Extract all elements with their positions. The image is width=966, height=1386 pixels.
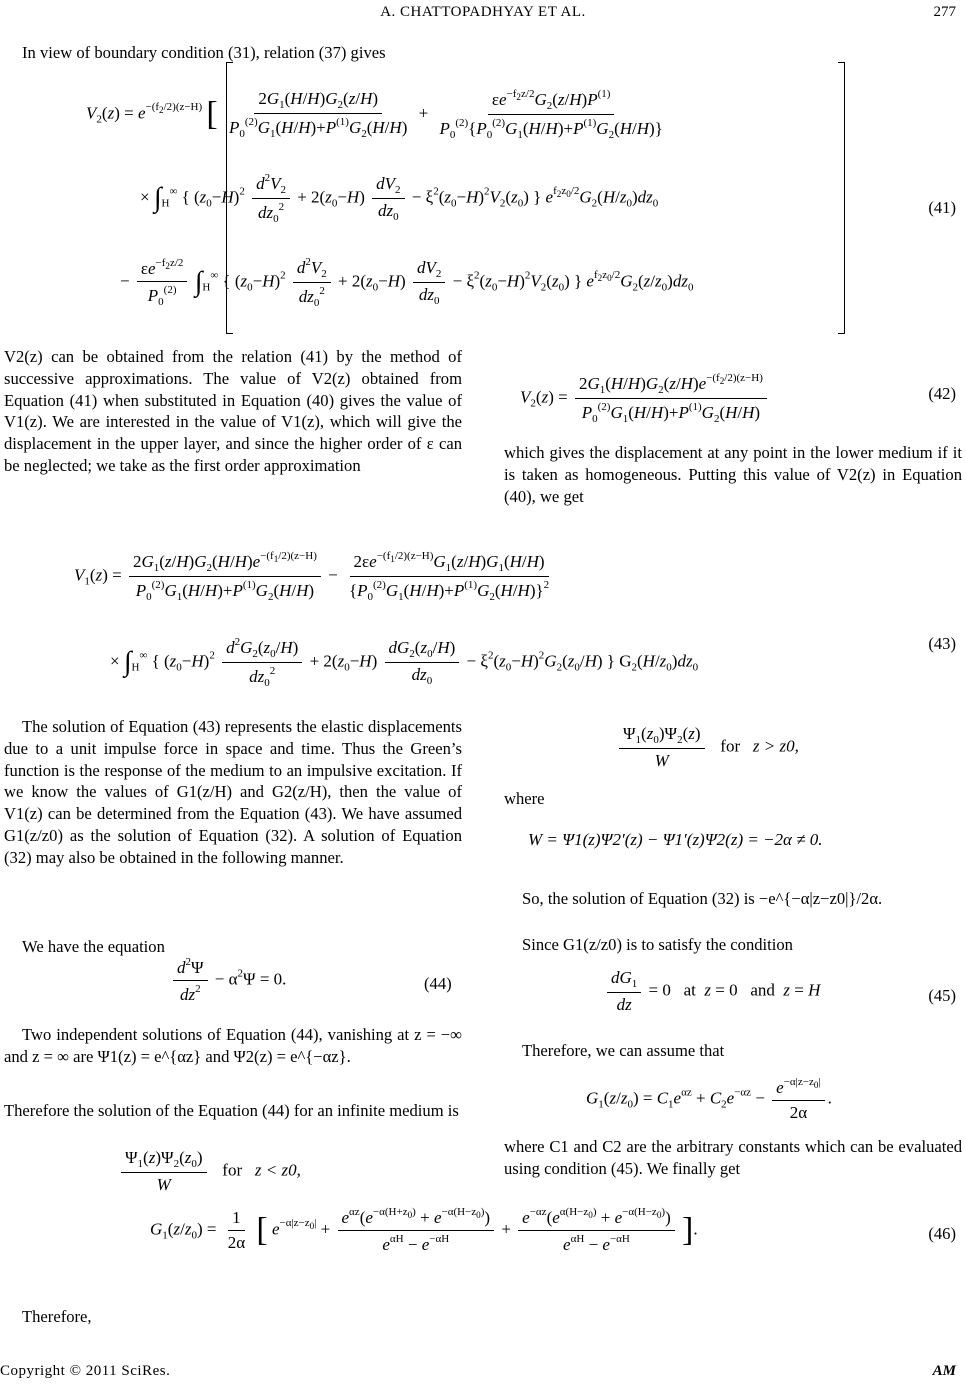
footer-journal: AM [932, 1363, 956, 1379]
equation-45: $\frac{dG_1}{dz}$ = 0 at z = 0 and z = H [604, 968, 820, 1015]
equation-infinite-lt: $\frac{\Psi_1(z)\Psi_2(z_0)}{W}$ for z < z0, [118, 1148, 301, 1195]
equation-number-45: (45) [928, 986, 956, 1005]
paragraph-independent: Two independent solutions of Equation (44), vanishing at z = −∞ and z = ∞ are Ψ1(z) = e^{αz} and Ψ2(z) = e^{−αz}. [4, 1025, 462, 1066]
equation-number-46: (46) [928, 1224, 956, 1243]
equation-41-line3: − $\frac{\varepsilon e^{-f_2z/2}}{P_0^{(2)}}$ $\int_H^\infty$ { $(z_0-H)^2$ $\frac{d^2V_2}{dz_0^2}$ + $2(z_0-H)$ $\frac{dV_2}{dz_0}$ − $\xi^2(z_0-H)^2V_2(z_0)$ } $e^{f_2z_0/2}G_2(z/z_0)dz_0$ [120, 256, 694, 309]
paragraph-assume: Therefore, we can assume that [522, 1041, 725, 1060]
paragraph-so-solution: So, the solution of Equation (32) is −e^{−α|z−z0|}/2α. [522, 889, 883, 908]
paragraph-solution: The solution of Equation (43) represents the elastic displacements due to a unit impulse force in space and time. Thus the Green’s function is the response of the medium to an impulsive excitation. If we know the values of G1(z/H) and G2(z/H), then the value of V1(z) can be determined from the Equation (43). We have assumed G1(z/z0) as the solution of Equation (32). A solution of Equation (32) may also be obtained in the following manner. [4, 717, 462, 867]
running-title: A. CHATTOPADHYAY ET AL. [380, 4, 586, 20]
equation-42: $V_2(z)$ = $\frac{2G_1(H/H)G_2(z/H)e^{-(f_2/2)(z-H)}}{P_0^{(2)}G_1(H/H)+P^{(1)}G_2(H/H)}$ [520, 372, 770, 425]
equation-wronskian: W = Ψ1(z)Ψ2′(z) − Ψ1′(z)Ψ2(z) = −2α ≠ 0. [528, 830, 823, 849]
for-label-1: for [222, 1160, 243, 1180]
paragraph-infinite-medium: Therefore the solution of the Equation (44) for an infinite medium is [4, 1101, 459, 1120]
and-label: and [750, 980, 775, 1000]
intro-text: In view of boundary condition (31), relation (37) gives [22, 43, 386, 62]
equation-number-41: (41) [928, 198, 956, 217]
equation-number-42: (42) [928, 384, 956, 403]
equation-number-43: (43) [928, 634, 956, 653]
equation-infinite-gt: $\frac{\Psi_1(z_0)\Psi_2(z)}{W}$ for z > z0, [616, 724, 799, 771]
paragraph-therefore-end: Therefore, [22, 1307, 92, 1326]
equation-43-line1: $V_1(z)$ = $\frac{2G_1(z/H)G_2(H/H)e^{-(f_1/2)(z-H)}}{P_0^{(2)}G_1(H/H)+P^{(1)}G_2(H/H)}$ − $\frac{2\varepsilon e^{-(f_1/2)(z-H)}G_1(z/H)G_1(H/H)}{\{P_0^{(2)}G_1(H/H)+P^{(1)}G_2(H/H)\}^2}$ [74, 550, 550, 603]
at-label: at [683, 980, 696, 1000]
equation-46: $G_1(z/z_0)$ = $\frac{1}{2\alpha}$ [ $e^{-\alpha|z-z_0|}$ + $\frac{e^{\alpha z}(e^{-\alpha(H+z_0)} + e^{-\alpha(H-z_0)})}{e^{\alpha H} - e^{-\alpha H}}$ + $\frac{e^{-\alpha z}(e^{\alpha(H-z_0)} + e^{-\alpha(H-z_0)})}{e^{\alpha H} - e^{-\alpha H}}$ ]. [150, 1206, 698, 1254]
condition-gt: z > z0, [752, 736, 799, 756]
paragraph-constants: where C1 and C2 are the arbitrary constants which can be evaluated using condition (45). We finally get [504, 1137, 962, 1178]
equation-41-line2: × $\int_H^\infty$ { $(z_0-H)^2$ $\frac{d^2V_2}{dz_0^2}$ + $2(z_0-H)$ $\frac{dV_2}{dz_0}$ − $\xi^2(z_0-H)^2V_2(z_0)$ } $e^{f_2z_0/2}G_2(H/z_0)dz_0$ [140, 172, 659, 225]
paragraph-since: Since G1(z/z0) is to satisfy the condition [522, 935, 793, 954]
bracket-right [838, 62, 845, 334]
equation-41-line1: $V_2(z) = e^{-(f_2/2)(z-H)}$ [ $\frac{2G_1(H/H)G_2(z/H)}{P_0^{(2)}G_1(H/H)+P^{(1)}G_2(H/H)}$ + $\frac{\varepsilon e^{-f_2z/2}G_2(z/H)P^{(1)}}{P_0^{(2)}\{P_0^{(2)}G_1(H/H)+P^{(1)}G_2(H/H)\}}$ [86, 88, 663, 141]
equation-44: $\frac{d^2\Psi}{dz^2}$ − $\alpha^2\Psi = 0$. [170, 956, 286, 1005]
page-number: 277 [933, 4, 956, 20]
paragraph-lower-medium: which gives the displacement at any point in the lower medium if it is taken as homogeneous. Putting this value of V2(z) in Equation (40), we get [504, 443, 962, 506]
paragraph-where: where [504, 789, 545, 808]
for-label-2: for [720, 736, 741, 756]
paragraph-successive: V2(z) can be obtained from the relation (41) by the method of successive approximations. The value of V2(z) obtained from Equation (41) when substituted in Equation (40) gives the value of V1(z). We are interested in the value of V1(z), which will give the displacement in the upper layer, and since the higher order of ε can be neglected; we take as the first order approximation [4, 347, 462, 475]
equation-g1-assumed: $G_1(z/z_0) = C_1e^{\alpha z} + C_2e^{-\alpha z}$ − $\frac{e^{-\alpha|z-z_0|}}{2\alpha}$ . [586, 1076, 832, 1122]
equation-43-line2: × $\int_H^\infty$ { $(z_0-H)^2$ $\frac{d^2G_2(z_0/H)}{dz_0^2}$ + $2(z_0-H)$ $\frac{dG_2(z_0/H)}{dz_0}$ − $\xi^2(z_0-H)^2G_2(z_0/H)$ } $G_2(H/z_0)dz_0$ [110, 636, 699, 689]
condition-lt: z < z0, [254, 1160, 301, 1180]
equation-number-44: (44) [424, 974, 452, 993]
paragraph-have-equation: We have the equation [22, 937, 165, 956]
bracket-left [226, 62, 233, 334]
footer-copyright: Copyright © 2011 SciRes. [0, 1363, 171, 1379]
